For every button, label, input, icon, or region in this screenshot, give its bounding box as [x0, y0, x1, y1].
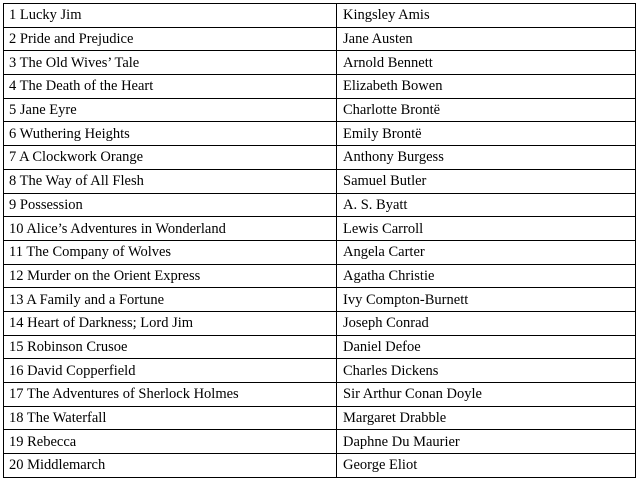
author-cell: Ivy Compton-Burnett — [337, 288, 636, 312]
book-title-cell: 14 Heart of Darkness; Lord Jim — [4, 311, 337, 335]
author-cell: Emily Brontë — [337, 122, 636, 146]
book-title-cell: 17 The Adventures of Sherlock Holmes — [4, 383, 337, 407]
book-title-cell: 4 The Death of the Heart — [4, 75, 337, 99]
author-cell: Daphne Du Maurier — [337, 430, 636, 454]
author-cell: Charlotte Brontë — [337, 98, 636, 122]
table-row — [4, 217, 636, 241]
table-row — [4, 193, 636, 217]
book-title-cell: 20 Middlemarch — [4, 454, 337, 478]
author-cell: Lewis Carroll — [337, 217, 636, 241]
book-title-cell: 13 A Family and a Fortune — [4, 288, 337, 312]
table-row — [4, 430, 636, 454]
author-cell: Anthony Burgess — [337, 146, 636, 170]
author-cell: Margaret Drabble — [337, 406, 636, 430]
book-title-cell: 18 The Waterfall — [4, 406, 337, 430]
table-row — [4, 122, 636, 146]
table-row — [4, 264, 636, 288]
book-title-cell: 11 The Company of Wolves — [4, 240, 337, 264]
table-row — [4, 51, 636, 75]
book-title-cell: 8 The Way of All Flesh — [4, 169, 337, 193]
table-row — [4, 169, 636, 193]
author-cell: A. S. Byatt — [337, 193, 636, 217]
book-title-cell: 1 Lucky Jim — [4, 4, 337, 28]
table-row — [4, 98, 636, 122]
table-body — [4, 4, 636, 478]
table-row — [4, 454, 636, 478]
book-title-cell: 15 Robinson Crusoe — [4, 335, 337, 359]
table-row — [4, 27, 636, 51]
book-title-cell: 7 A Clockwork Orange — [4, 146, 337, 170]
table-row — [4, 335, 636, 359]
author-cell: Samuel Butler — [337, 169, 636, 193]
author-cell: Joseph Conrad — [337, 311, 636, 335]
book-title-cell: 10 Alice’s Adventures in Wonderland — [4, 217, 337, 241]
author-cell: Agatha Christie — [337, 264, 636, 288]
table-row — [4, 311, 636, 335]
author-cell: Jane Austen — [337, 27, 636, 51]
book-author-table — [3, 3, 636, 478]
book-title-cell: 5 Jane Eyre — [4, 98, 337, 122]
table-row — [4, 146, 636, 170]
author-cell: Charles Dickens — [337, 359, 636, 383]
book-title-cell: 2 Pride and Prejudice — [4, 27, 337, 51]
book-title-cell: 6 Wuthering Heights — [4, 122, 337, 146]
table-row — [4, 75, 636, 99]
author-cell: Kingsley Amis — [337, 4, 636, 28]
table-row — [4, 383, 636, 407]
table-row — [4, 240, 636, 264]
author-cell: Arnold Bennett — [337, 51, 636, 75]
table-row — [4, 406, 636, 430]
table-row — [4, 288, 636, 312]
book-title-cell: 19 Rebecca — [4, 430, 337, 454]
author-cell: George Eliot — [337, 454, 636, 478]
table-row — [4, 359, 636, 383]
book-title-cell: 9 Possession — [4, 193, 337, 217]
book-title-cell: 3 The Old Wives’ Tale — [4, 51, 337, 75]
table-row — [4, 4, 636, 28]
book-title-cell: 12 Murder on the Orient Express — [4, 264, 337, 288]
author-cell: Elizabeth Bowen — [337, 75, 636, 99]
author-cell: Angela Carter — [337, 240, 636, 264]
book-title-cell: 16 David Copperfield — [4, 359, 337, 383]
author-cell: Sir Arthur Conan Doyle — [337, 383, 636, 407]
author-cell: Daniel Defoe — [337, 335, 636, 359]
